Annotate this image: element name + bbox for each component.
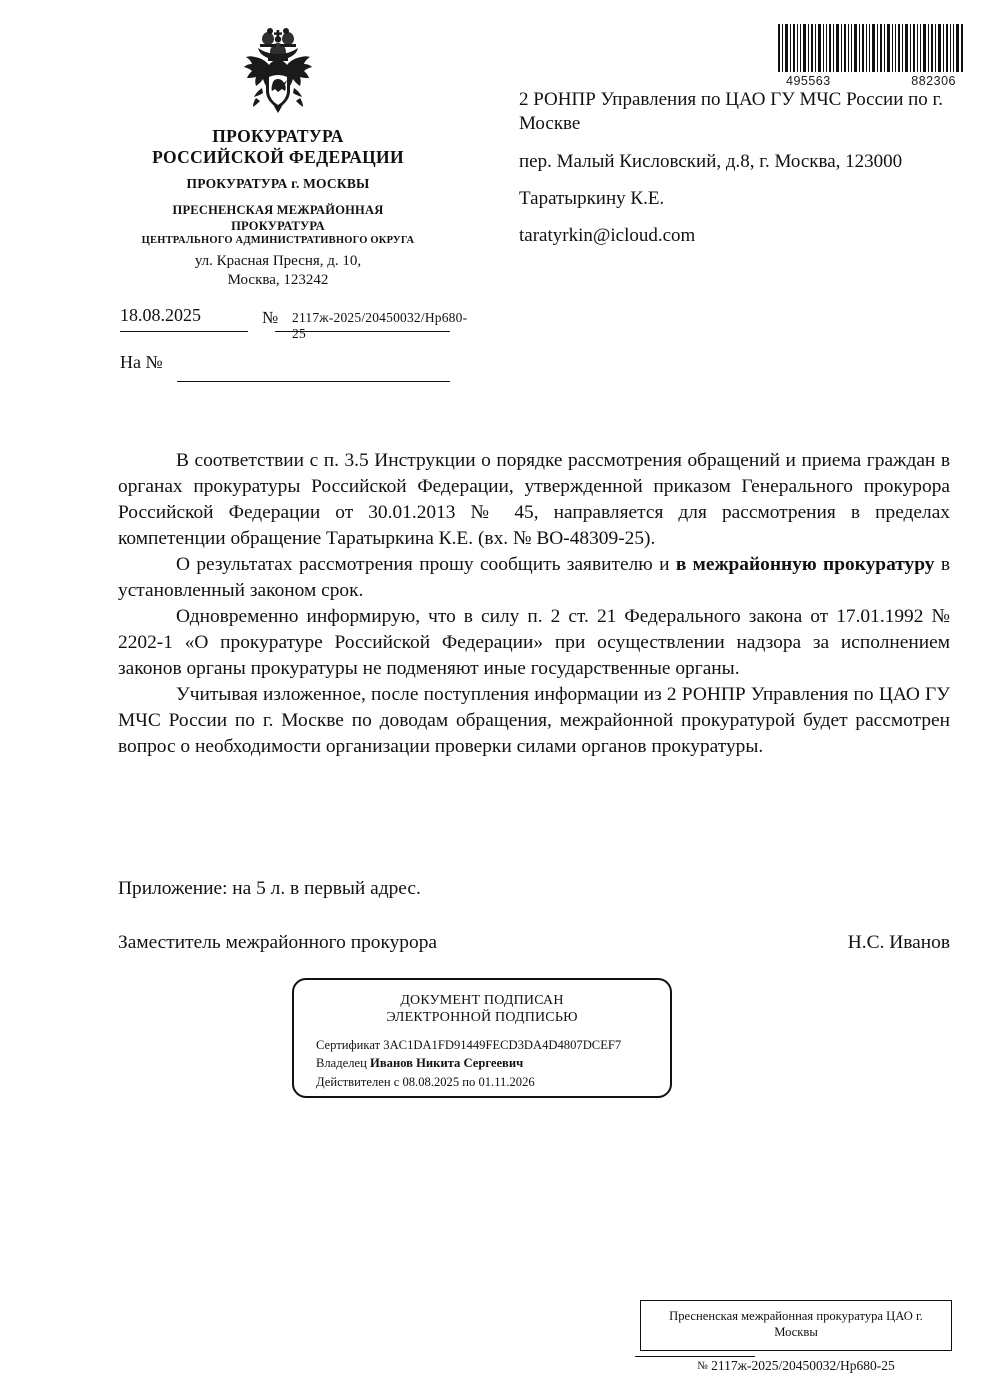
letter-body [118,448,950,760]
footer-number [640,1358,952,1374]
reply-to-label: На № [120,352,163,372]
letterhead-line-2: РОССИЙСКОЙ ФЕДЕРАЦИИ [152,146,404,167]
body-paragraph-2-bold: в межрайонную прокуратуру [675,554,935,575]
barcode-right-digits: 882306 [911,74,956,88]
number-rule [275,331,450,332]
registration-date: 18.08.2025 [120,305,201,325]
signature-row [118,932,950,954]
stamp-certificate-row [316,1036,656,1054]
russian-coat-of-arms-icon [232,26,324,122]
date-rule [120,331,248,332]
addressee-block [519,88,949,249]
stamp-owner-value: Иванов Никита Сергеевич [370,1056,524,1071]
addressee-address: пер. Малый Кисловский, д.8, г. Москва, 123000 [519,150,903,172]
body-paragraph-2-part1: О результатах рассмотрения прошу сообщить заявителю и [176,554,676,575]
stamp-details [308,1036,656,1091]
addressee-email: taratyrkin@icloud.com [519,225,696,247]
stamp-certificate-value: 3AC1DA1FD91449FECD3DA4D4807DCEF7 [383,1038,622,1053]
footer-origin-box [640,1300,952,1351]
letterhead [108,126,448,291]
signer-name: Н.С. Иванов [847,932,950,953]
body-paragraph-4: Учитывая изложенное, после поступления информации из 2 РОНПР Управления по ЦАО ГУ МЧС России по г. Москве по доводам обращения, межрайонной прокуратурой будет рассмотрен вопрос о необходимости организации проверки силами органов прокуратуры. [118,684,950,757]
signer-position: Заместитель межрайонного прокурора [118,932,437,953]
stamp-title-line-2: ЭЛЕКТРОННОЙ ПОДПИСЬЮ [386,1010,578,1026]
stamp-validity-value: с 08.08.2025 по 01.11.2026 [393,1074,535,1089]
stamp-title [308,992,656,1026]
number-sign: № [262,308,279,327]
electronic-signature-stamp [292,978,672,1098]
barcode-icon [778,24,964,72]
letterhead-address-line-1: ул. Красная Пресня, д. 10, [194,252,362,269]
footer-org-line-1: Пресненская межрайонная прокуратура ЦАО г. [669,1309,923,1323]
footer-number-value: 2117ж-2025/20450032/Нр680-25 [711,1358,895,1373]
reply-to-rule [177,381,450,382]
addressee-organization: 2 РОНПР Управления по ЦАО ГУ МЧС России по г. Москве [519,89,943,135]
stamp-validity-label: Действителен [316,1074,391,1089]
letterhead-line-3: ПРОКУРАТУРА г. МОСКВЫ [186,176,370,192]
letterhead-line-6: ЦЕНТРАЛЬНОГО АДМИНИСТРАТИВНОГО ОКРУГА [141,235,415,247]
letterhead-line-4: ПРЕСНЕНСКАЯ МЕЖРАЙОННАЯ [172,203,384,218]
registration-number: 2117ж-2025/20450032/Нр680-25 [292,310,468,341]
footer-number-sign: № [697,1360,708,1372]
body-paragraph-2-part2: в установленный законом срок. [118,554,950,601]
barcode-digits [778,74,964,88]
stamp-owner-row [316,1054,656,1072]
barcode-block [778,24,964,88]
addressee-person: Таратыркину К.Е. [519,187,665,209]
letterhead-line-5: ПРОКУРАТУРА [231,218,325,233]
body-paragraph-2 [118,552,950,604]
stamp-certificate-label: Сертификат [316,1038,381,1053]
body-paragraph-1: В соответствии с п. 3.5 Инструкции о порядке рассмотрения обращений и приема граждан в органах прокуратуры Российской Федерации, утвержденной приказом Генерального прокурора Российской Федерации от 30.01.2013 № 45, направляется для рассмотрения в пределах компетенции обращение Таратыркина К.Е. (вх. № ВО-48309-25). [118,450,950,549]
stamp-owner-label: Владелец [316,1056,367,1071]
attachment-note: Приложение: на 5 л. в первый адрес. [118,878,421,899]
barcode-left-digits: 495563 [786,74,831,88]
letterhead-line-1: ПРОКУРАТУРА [212,126,344,146]
footer-rule [635,1356,755,1357]
stamp-title-line-1: ДОКУМЕНТ ПОДПИСАН [400,993,564,1008]
stamp-validity-row [316,1073,656,1091]
footer-org-line-2: Москвы [774,1325,818,1340]
letterhead-address-line-2: Москва, 123242 [227,272,329,289]
body-paragraph-3: Одновременно информирую, что в силу п. 2 ст. 21 Федерального закона от 17.01.1992 № 2202-1 «О прокуратуре Российской Федерации» при осуществлении надзора за исполнением законов органы прокуратуры не подменяют иные государственные органы. [118,606,950,679]
